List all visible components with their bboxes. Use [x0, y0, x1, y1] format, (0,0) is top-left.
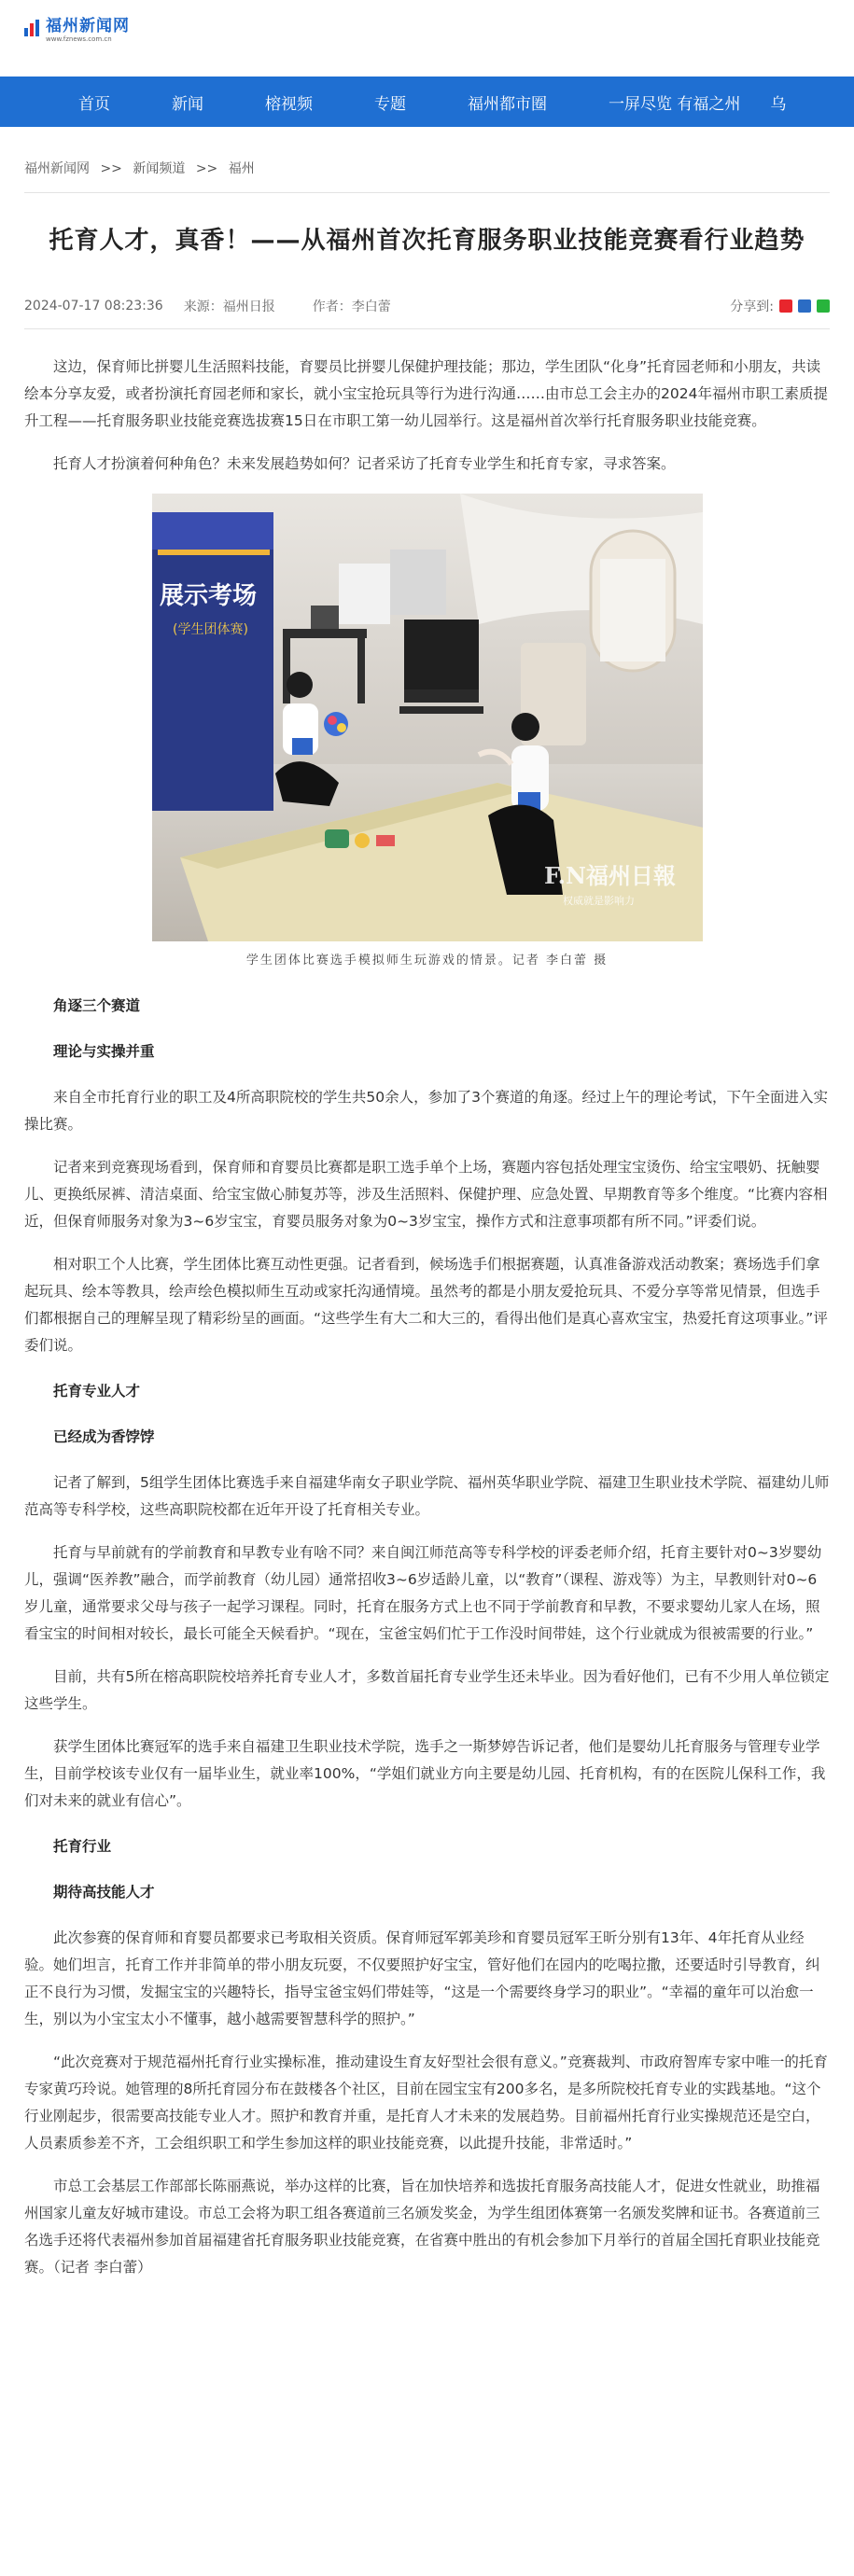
- breadcrumb-news[interactable]: 新闻频道: [133, 161, 186, 176]
- divider: [24, 328, 830, 329]
- article-body: [24, 354, 830, 2281]
- article-figure: [24, 494, 830, 974]
- photo-banner-big: 展示考场: [159, 582, 257, 610]
- photo-caption: 学生团体比赛选手模拟师生玩游戏的情景。记者 李白蕾 摄: [245, 954, 609, 968]
- nav-item-overview[interactable]: 一屏尽览 有福之州: [609, 94, 741, 114]
- site-header: [0, 0, 854, 77]
- article-datetime: 2024-07-17 08:23:36: [24, 299, 163, 313]
- main-nav: [0, 77, 854, 127]
- site-logo[interactable]: [22, 17, 130, 44]
- section-subheading: 角逐三个赛道: [53, 997, 141, 1014]
- article-paragraph: 托育与早前就有的学前教育和早教专业有啥不同？来自闽江师范高等专科学校的评委老师介绍，托育主要针对0~3岁婴幼儿，强调“医养教”融合，而学前教育（幼儿园）通常招收3~6岁适龄儿童，以“教育”（课程、游戏等）为主，早教则针对0~6岁儿童，通常要求父母与孩子一起学习课程。同时，托育在服务方式上也不同于学前教育和早教，不要求婴幼儿家人在场，照看宝宝的时间相对较长，最长可能全天候看护。“现在，宝爸宝妈们忙于工作没时间带娃，这个行业就成为很被需要的行业。”: [24, 1544, 822, 1642]
- share-bar: [730, 297, 830, 315]
- article-source: 来源：福州日报: [183, 299, 275, 314]
- logo-bars-icon: [22, 17, 43, 37]
- logo-url: www.fznews.com.cn: [46, 35, 112, 43]
- article-paragraph: 这边，保育师比拼婴儿生活照料技能，育婴员比拼婴儿保健护理技能；那边，学生团队“化身”托育园老师和小朋友，共读绘本分享友爱，或者扮演托育园老师和家长，就小宝宝抢玩具等行为进行沟通……由市总工会主办的2024年福州市职工素质提升工程——托育服务职业技能竞赛选拔赛15日在市职工第一幼儿园举行。这是福州首次举行托育服务职业技能竞赛。: [24, 358, 828, 429]
- article-title: 托育人才，真香！——从福州首次托育服务职业技能竞赛看行业趋势: [49, 227, 805, 255]
- article-photo: [152, 494, 703, 941]
- article-paragraph: 此次参赛的保育师和育婴员都要求已考取相关资质。保育师冠军郭美珍和育婴员冠军王昕分别有13年、4年托育从业经验。她们坦言，托育工作并非简单的带小朋友玩耍，不仅要照护好宝宝，管好他们在园内的吃喝拉撒，还要适时引导教育，纠正不良行为习惯，发掘宝宝的兴趣特长，指导宝爸宝妈们带娃等，“这是一个需要终身学习的职业”。“幸福的童年可以治愈一生，别以为小宝宝太小不懂事，越小越需要智慧科学的照护。”: [24, 1929, 820, 2027]
- article-paragraph: 记者来到竞赛现场看到，保育师和育婴员比赛都是职工选手单个上场，赛题内容包括处理宝宝烫伤、给宝宝喂奶、抚触婴儿、更换纸尿裤、清洁桌面、给宝宝做心肺复苏等，涉及生活照料、保健护理、应急处置、早期教育等多个维度。“比赛内容相近，但保育师服务对象为3~6岁宝宝，育婴员服务对象为0~3岁宝宝，操作方式和注意事项都有所不同。”评委们说。: [24, 1159, 828, 1230]
- divider: [24, 192, 830, 193]
- nav-item-metro[interactable]: 福州都市圈: [468, 94, 547, 114]
- weibo-icon[interactable]: [779, 299, 792, 313]
- wechat-icon[interactable]: [817, 299, 830, 313]
- nav-item-home[interactable]: 首页: [78, 94, 110, 114]
- section-subheading: 期待高技能人才: [53, 1884, 155, 1901]
- nav-item-video[interactable]: 榕视频: [265, 94, 313, 114]
- renren-icon[interactable]: [798, 299, 811, 313]
- article-paragraph: “此次竞赛对于规范福州托育行业实操标准，推动建设生育友好型社会很有意义。”竞赛裁判、市政府智库专家中唯一的托育专家黄巧玲说。她管理的8所托育园分布在鼓楼各个社区，目前在园宝宝有200多名，是多所院校托育专业的实践基地。“这个行业刚起步，很需要高技能专业人才。照护和教育并重，是托育人才未来的发展趋势。目前福州托育行业实操规范还是空白，人员素质参差不齐，工会组织职工和学生参加这样的职业技能竞赛，以此提升技能，非常适时。”: [24, 2054, 828, 2151]
- article-paragraph: 托育人才扮演着何种角色？未来发展趋势如何？记者采访了托育专业学生和托育专家，寻求答案。: [53, 455, 676, 472]
- nav-item-truncated[interactable]: 乌: [770, 94, 787, 114]
- breadcrumb-sep: >>: [195, 161, 218, 176]
- photo-banner-small: (学生团体赛): [172, 622, 248, 637]
- article-paragraph: 来自全市托育行业的职工及4所高职院校的学生共50余人，参加了3个赛道的角逐。经过上午的理论考试，下午全面进入实操比赛。: [24, 1089, 828, 1133]
- article-meta: [24, 297, 830, 315]
- breadcrumb-sep: >>: [100, 161, 122, 176]
- section-subheading: 托育行业: [53, 1838, 112, 1855]
- article-paragraph: 记者了解到，5组学生团体比赛选手来自福建华南女子职业学院、福州英华职业学院、福建卫生职业技术学院、福建幼儿师范高等专科学校，这些高职院校都在近年开设了托育相关专业。: [24, 1474, 830, 1518]
- article-paragraph: 目前，共有5所在榕高职院校培养托育专业人才，多数首届托育专业学生还未毕业。因为看好他们，已有不少用人单位锁定这些学生。: [24, 1668, 830, 1712]
- article-paragraph: 相对职工个人比赛，学生团体比赛互动性更强。记者看到，候场选手们根据赛题，认真准备游戏活动教案；赛场选手们拿起玩具、绘本等教具，绘声绘色模拟师生互动或家托沟通情境。虽然考的都是小朋友爱抢玩具、不爱分享等常见情景，但选手们都根据自己的理解呈现了精彩纷呈的画面。“这些学生有大二和大三的，看得出他们是真心喜欢宝宝，热爱托育这项事业。”评委们说。: [24, 1256, 828, 1354]
- breadcrumb: [24, 159, 854, 177]
- photo-watermark-brand: F.N福州日報: [543, 862, 676, 889]
- article-paragraph: 获学生团体比赛冠军的选手来自福建卫生职业技术学院，选手之一斯梦婷告诉记者，他们是婴幼儿托育服务与管理专业学生，目前学校该专业仅有一届毕业生，就业率100%，“学姐们就业方向主要是幼儿园、托育机构，有的在医院儿保科工作，我们对未来的就业有信心”。: [24, 1738, 826, 1809]
- section-subheading: 已经成为香饽饽: [53, 1428, 155, 1445]
- article-paragraph: 市总工会基层工作部部长陈丽燕说，举办这样的比赛，旨在加快培养和选拔托育服务高技能人才，促进女性就业，助推福州国家儿童友好城市建设。市总工会将为职工组各赛道前三名颁发奖金，为学生组团体赛第一名颁发奖牌和证书。各赛道前三名选手还将代表福州参加首届福建省托育服务职业技能竞赛，在省赛中胜出的有机会参加下月举行的首届全国托育职业技能竞赛。（记者 李白蕾）: [24, 2178, 820, 2276]
- section-subheading: 托育专业人才: [53, 1383, 141, 1399]
- nav-item-news[interactable]: 新闻: [172, 94, 203, 114]
- section-subheading: 理论与实操并重: [53, 1043, 155, 1060]
- breadcrumb-home[interactable]: 福州新闻网: [24, 161, 90, 176]
- breadcrumb-fuzhou[interactable]: 福州: [228, 161, 255, 176]
- photo-watermark-slogan: 权威就是影响力: [562, 895, 635, 907]
- article-author: 作者：李白蕾: [312, 299, 391, 314]
- nav-item-topics[interactable]: 专题: [374, 94, 406, 114]
- share-label: 分享到:: [730, 299, 774, 314]
- logo-title: 福州新闻网: [46, 17, 130, 35]
